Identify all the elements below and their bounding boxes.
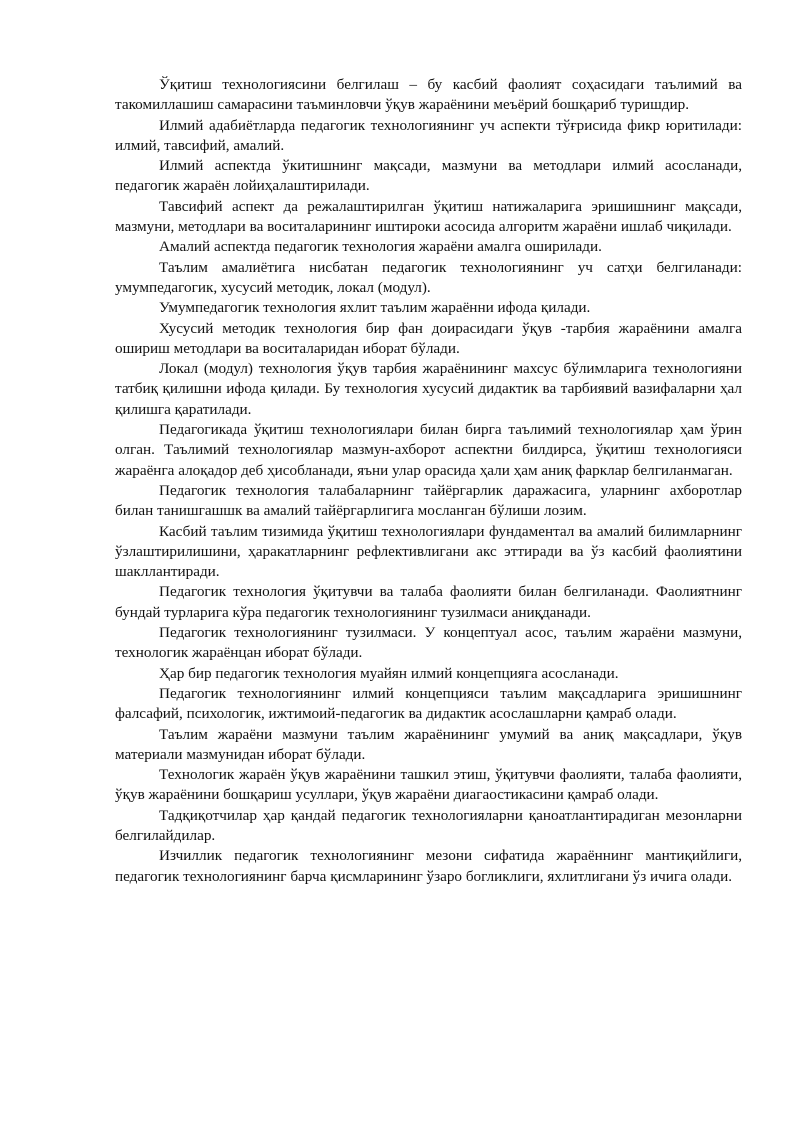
paragraph: Педагогик технология ўқитувчи ва талаба фаолияти билан белгиланади. Фаолиятнинг бундай турларига кўра педагогик технологиянинг тузилмаси аниқданади. [115, 583, 742, 621]
paragraph: Таълим амалиётига нисбатан педагогик технологиянинг уч сатҳи белгиланади: умумпедагогик, хусусий методик, локал (модул). [115, 258, 742, 296]
paragraph: Амалий аспектда педагогик технология жараёни амалга оширилади. [159, 238, 602, 256]
paragraph: Ҳар бир педагогик технология муайян илмий концепцияга асосланади. [159, 664, 619, 682]
paragraph: Технологик жараён ўқув жараёнини ташкил этиш, ўқитувчи фаолияти, талаба фаолияти, ўқув жараёнини бошқариш усуллари, ўқув жараёни диагаостикасини қамраб олади. [115, 766, 742, 804]
paragraph: Педагогикада ўқитиш технологиялари билан бирга таълимий технологиялар ҳам ўрин олган. Таълимий технологиялар мазмун-ахборот аспектни билдирса, ўқитиш технологияси жараёнга алоқадор деб ҳисобланади, яъни улар орасида ҳали ҳам аниқ фарклар белгиланмаган. [115, 421, 742, 479]
paragraph: Тавсифий аспект да режалаштирилган ўқитиш натижаларига эришишнинг мақсади, мазмуни, методлари ва воситаларининг иштироки асосида алгоритм жараёни ишлаб чиқилади. [115, 197, 742, 236]
paragraph: Тадқиқотчилар ҳар қандай педагогик технологияларни қаноатлантирадиган мезонларни белгилайдилар. [115, 806, 742, 844]
paragraph: Умумпедагогик технология яхлит таълим жараённи ифода қилади. [159, 299, 591, 317]
paragraph: Изчиллик педагогик технологиянинг мезони сифатида жараённинг мантиқийлиги, педагогик технологиянинг барча қисмларининг ўзаро богликлиги, яхлитлигани ўз ичига олади. [115, 847, 742, 885]
paragraph: Локал (модул) технология ўқув тарбия жараёнининг махсус бўлимларига технологияни татбиқ қилишни ифода қилади. Бу технология хусусий дидактик ва тарбиявий вазифаларни ҳал қилишга қаратилади. [115, 360, 742, 418]
paragraph: Ўқитиш технологиясини белгилаш – бу касбий фаолият соҳасидаги таълимий ва такомиллашиш самарасини таъминловчи ўқув жараёнини меъёрий бошқариб туришдир. [115, 76, 742, 114]
paragraph: Таълим жараёни мазмуни таълим жараёнининг умумий ва аниқ мақсадлари, ўқув материали мазмунидан иборат бўлади. [115, 725, 742, 763]
paragraph: Илмий аспектда ўкитишнинг мақсади, мазмуни ва методлари илмий асосланади, педагогик жараён лойиҳалаштирилади. [115, 157, 742, 195]
paragraph: Касбий таълим тизимида ўқитиш технологиялари фундаментал ва амалий билимларнинг ўзлаштирилишини, ҳаракатларнинг рефлективлигани акс эттиради ва ўз касбий фаолиятини шакллантиради. [115, 522, 742, 581]
document-body [115, 75, 742, 887]
paragraph: Педагогик технология талабаларнинг тайёргарлик даражасига, уларнинг ахборотлар билан танишгашшк ва амалий тайёргарлигига мосланган бўлиши лозим. [115, 481, 742, 520]
paragraph: Илмий адабиётларда педагогик технологиянинг уч аспекти тўғрисида фикр юритилади: илмий, тавсифий, амалий. [115, 116, 742, 154]
paragraph: Педагогик технологиянинг тузилмаси. У концептуал асос, таълим жараёни мазмуни, технологик жараёнцан иборат бўлади. [115, 624, 742, 662]
paragraph: Педагогик технологиянинг илмий концепцияси таълим мақсадларига эришишнинг фалсафий, психологик, ижтимоий-педагогик ва дидактик асослашларни қамраб олади. [115, 684, 742, 723]
paragraph: Хусусий методик технология бир фан доирасидаги ўқув -тарбия жараёнини амалга ошириш методлари ва воситаларидан иборат бўлади. [115, 319, 742, 357]
